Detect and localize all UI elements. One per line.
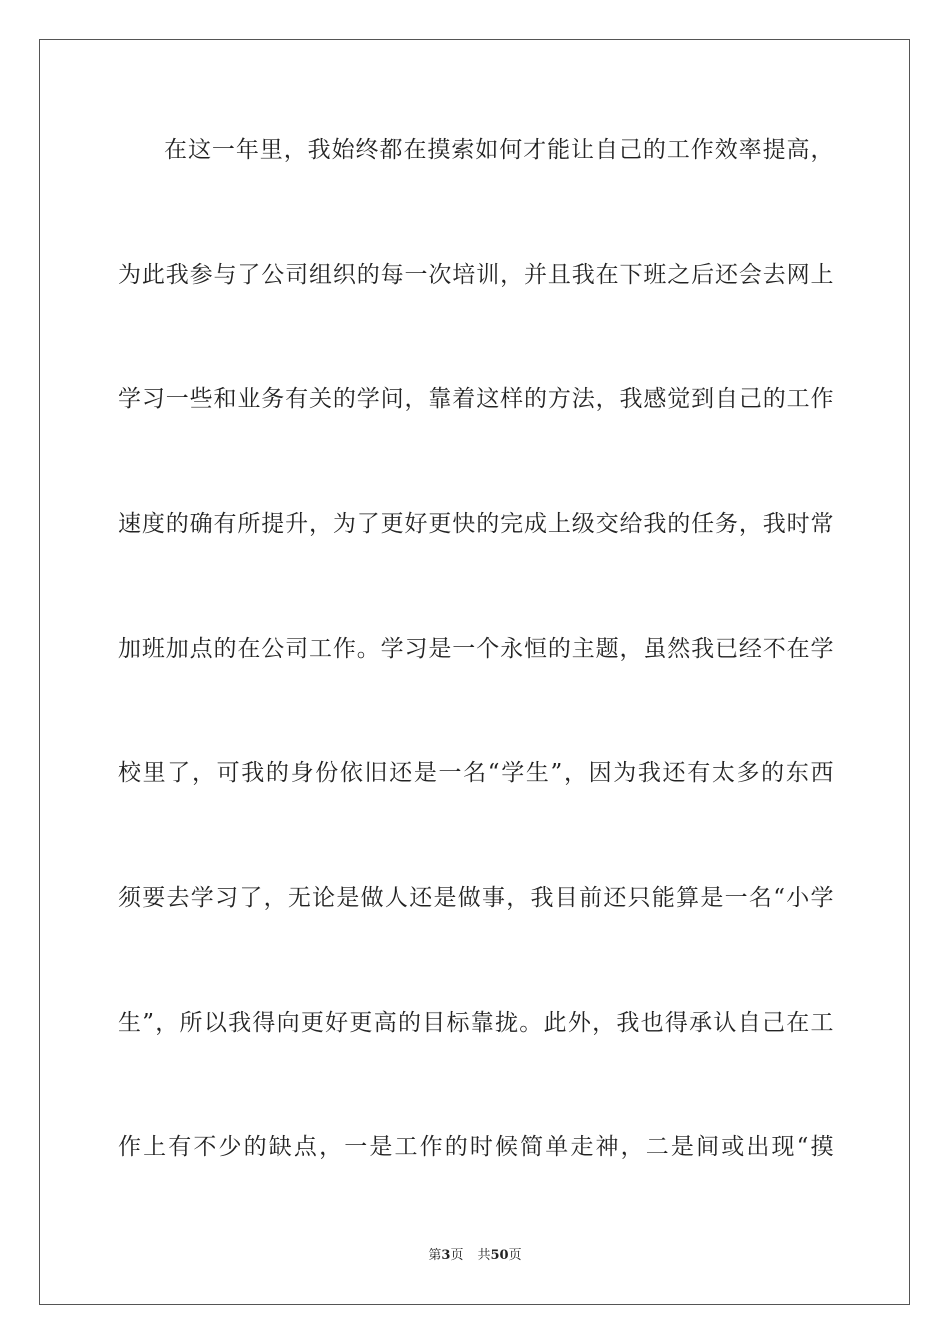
total-prefix: 共 — [477, 1248, 491, 1263]
paragraph-line-6: 校里了，可我的身份依旧还是一名“学生”，因为我还有太多的东西 — [118, 760, 834, 786]
paragraph-line-5: 加班加点的在公司工作。学习是一个永恒的主题，虽然我已经不在学 — [118, 636, 834, 662]
paragraph-line-9: 作上有不少的缺点，一是工作的时候简单走神，二是间或出现“摸 — [118, 1134, 834, 1160]
paragraph-line-7: 须要去学习了，无论是做人还是做事，我目前还只能算是一名“小学 — [118, 885, 834, 911]
page-suffix: 页 — [450, 1248, 464, 1263]
page-footer — [0, 1247, 950, 1265]
paragraph-line-4: 速度的确有所提升，为了更好更快的完成上级交给我的任务，我时常 — [118, 511, 834, 537]
page-border — [39, 39, 910, 1305]
paragraph-line-3: 学习一些和业务有关的学问，靠着这样的方法，我感觉到自己的工作 — [118, 386, 834, 412]
page-indicator — [428, 1248, 463, 1263]
page-prefix: 第 — [428, 1248, 442, 1263]
paragraph-line-1: 在这一年里，我始终都在摸索如何才能让自己的工作效率提高， — [164, 137, 834, 163]
total-suffix: 页 — [508, 1248, 522, 1263]
total-pages: 50 — [490, 1248, 509, 1263]
paragraph-line-8: 生”，所以我得向更好更高的目标靠拢。此外，我也得承认自己在工 — [118, 1010, 834, 1036]
paragraph-line-2: 为此我参与了公司组织的每一次培训，并且我在下班之后还会去网上 — [118, 262, 834, 288]
page-number: 3 — [441, 1248, 451, 1263]
total-pages-indicator — [477, 1248, 521, 1263]
